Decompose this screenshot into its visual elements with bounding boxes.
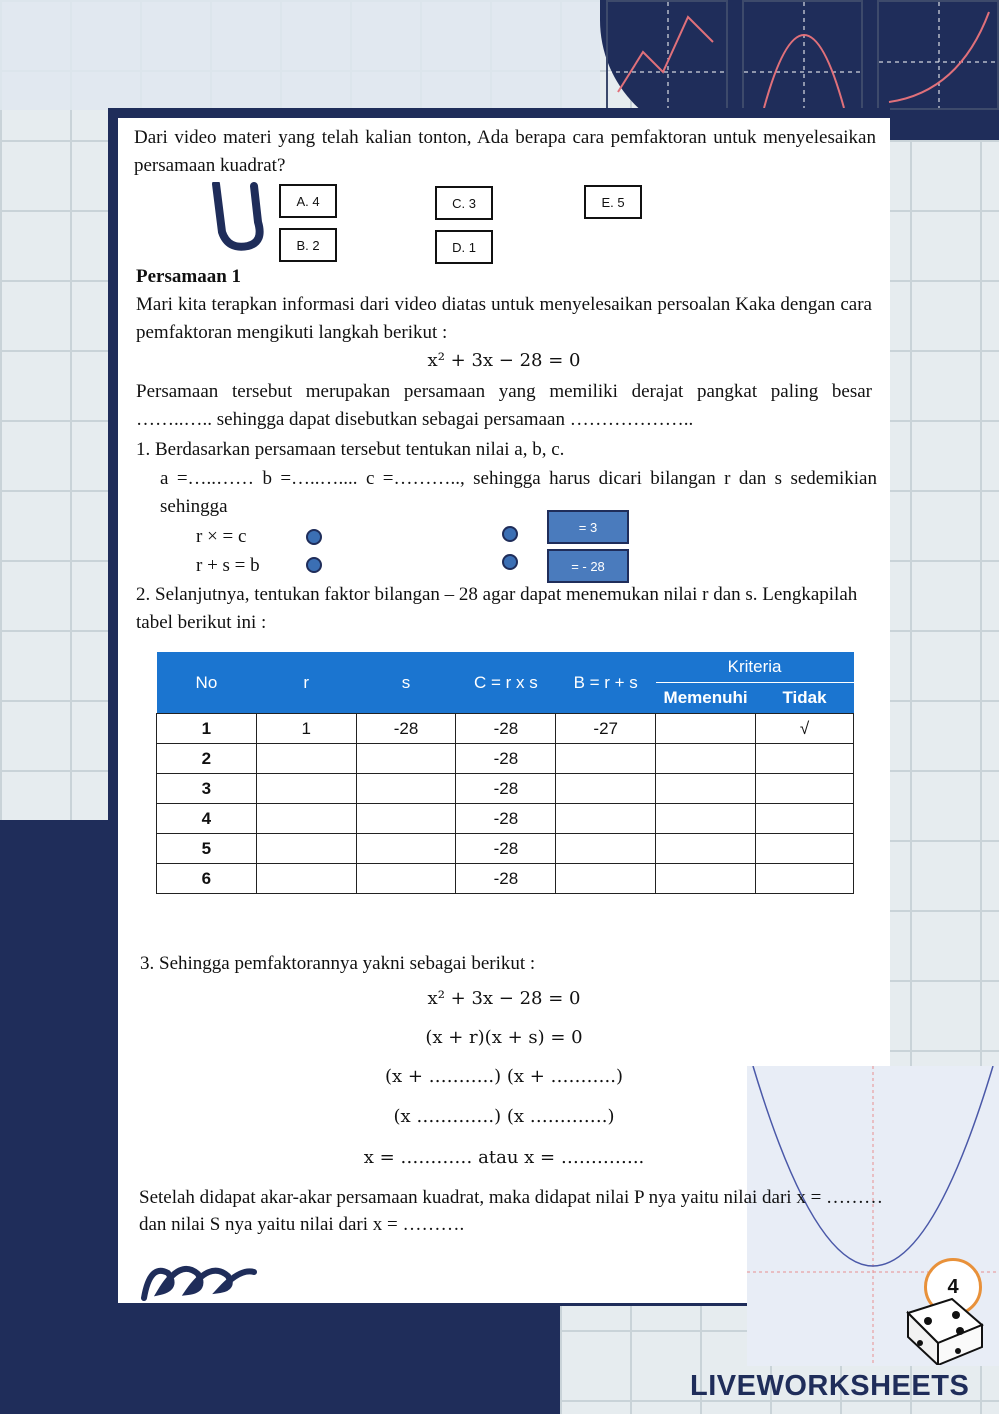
intro-text: Mari kita terapkan informasi dari video diatas untuk menyelesaikan persoalan Kaka dengan cara pemfaktoran mengikuti langkah berikut :: [136, 294, 872, 343]
factor-table: [156, 652, 854, 894]
option-a[interactable]: A. 4: [279, 184, 337, 218]
cell-memenuhi[interactable]: [656, 864, 756, 894]
main-equation: x² + 3x − 28 = 0: [427, 350, 581, 371]
header-b: B = r + s: [556, 652, 656, 714]
parabola-graph-icon: [742, 0, 864, 110]
step3-text: 3. Sehingga pemfaktorannya yakni sebagai berikut :: [140, 953, 536, 974]
cell-no: 6: [157, 864, 257, 894]
cell-memenuhi[interactable]: [656, 744, 756, 774]
header-r: r: [256, 652, 356, 714]
cell-no: 4: [157, 804, 257, 834]
match-left-2: r + s = b: [196, 555, 260, 576]
conclusion-text: Setelah didapat akar-akar persamaan kuadrat, maka didapat nilai P nya yaitu nilai dari x = ……… dan nilai S nya yaitu nilai dari x = ……….: [139, 1187, 884, 1235]
cell-s[interactable]: [356, 774, 456, 804]
table-row: [157, 804, 854, 834]
cell-memenuhi[interactable]: [656, 834, 756, 864]
cell-c: -28: [456, 864, 556, 894]
cell-tidak[interactable]: [756, 804, 854, 834]
option-c[interactable]: C. 3: [435, 186, 493, 220]
match-dot-left-2[interactable]: [306, 557, 322, 573]
cell-b[interactable]: -27: [556, 714, 656, 744]
curve-graph-icon: [877, 0, 999, 110]
table-row: [157, 774, 854, 804]
table-row: [157, 834, 854, 864]
option-d[interactable]: D. 1: [435, 230, 493, 264]
eq-line-1: x² + 3x − 28 = 0: [427, 988, 581, 1009]
cell-memenuhi[interactable]: [656, 804, 756, 834]
step1-title: 1. Berdasarkan persamaan tersebut tentukan nilai a, b, c.: [136, 439, 565, 460]
cell-no: 5: [157, 834, 257, 864]
question-text: Dari video materi yang telah kalian tonton, Ada berapa cara pemfaktoran untuk menyelesaikan persamaan kuadrat?: [134, 127, 876, 176]
cell-s[interactable]: [356, 744, 456, 774]
cell-r[interactable]: [256, 864, 356, 894]
cell-b[interactable]: [556, 864, 656, 894]
zigzag-graph-icon: [606, 0, 728, 110]
step1-values: a =…..…… b =…..….... c =……….., sehingga harus dicari bilangan r dan s sedemikian sehingga: [160, 468, 877, 517]
cell-r[interactable]: [256, 774, 356, 804]
step2-text: 2. Selanjutnya, tentukan faktor bilangan – 28 agar dapat menemukan nilai r dan s. Lengkapilah tabel berikut ini :: [136, 584, 858, 633]
match-answer-2[interactable]: = - 28: [547, 549, 629, 583]
eq-line-2: (x + r)(x + s) = 0: [425, 1027, 583, 1048]
cell-b[interactable]: [556, 804, 656, 834]
cell-s[interactable]: [356, 804, 456, 834]
torn-paper-decoration: [0, 0, 600, 110]
cell-c: -28: [456, 804, 556, 834]
match-dot-left-1[interactable]: [306, 529, 322, 545]
match-left-1: r × = c: [196, 526, 247, 547]
cell-tidak[interactable]: √: [756, 714, 854, 744]
cell-no: 2: [157, 744, 257, 774]
brand-logo: LIVEWORKSHEETS: [690, 1370, 970, 1402]
cell-memenuhi[interactable]: [656, 774, 756, 804]
cell-c: -28: [456, 834, 556, 864]
match-answer-1[interactable]: = 3: [547, 510, 629, 544]
table-row: [157, 714, 854, 744]
graph-thumbnails: [592, 0, 999, 108]
dice-icon: [898, 1285, 999, 1365]
cell-r[interactable]: 1: [256, 714, 356, 744]
cell-tidak[interactable]: [756, 774, 854, 804]
cell-no: 1: [157, 714, 257, 744]
match-dot-right-1[interactable]: [502, 526, 518, 542]
table-row: [157, 864, 854, 894]
cell-tidak[interactable]: [756, 834, 854, 864]
table-row: [157, 744, 854, 774]
eq-line-4[interactable]: (x ………….) (x ………….): [393, 1106, 615, 1127]
cell-tidak[interactable]: [756, 744, 854, 774]
cell-r[interactable]: [256, 834, 356, 864]
section-title: Persamaan 1: [136, 266, 242, 287]
header-no: No: [157, 652, 257, 714]
eq-line-3[interactable]: (x + ………..) (x + ………..): [384, 1066, 624, 1087]
header-tidak: Tidak: [756, 683, 854, 714]
header-memenuhi: Memenuhi: [656, 683, 756, 714]
cell-r[interactable]: [256, 804, 356, 834]
swirl-decoration: [140, 1258, 260, 1308]
cell-memenuhi[interactable]: [656, 714, 756, 744]
cell-b[interactable]: [556, 774, 656, 804]
option-e[interactable]: E. 5: [584, 185, 642, 219]
option-b[interactable]: B. 2: [279, 228, 337, 262]
magnet-icon: [208, 182, 268, 252]
cell-s[interactable]: -28: [356, 714, 456, 744]
cell-s[interactable]: [356, 864, 456, 894]
cell-s[interactable]: [356, 834, 456, 864]
match-dot-right-2[interactable]: [502, 554, 518, 570]
header-c: C = r x s: [456, 652, 556, 714]
cell-tidak[interactable]: [756, 864, 854, 894]
cell-b[interactable]: [556, 834, 656, 864]
cell-c: -28: [456, 744, 556, 774]
degree-text: Persamaan tersebut merupakan persamaan yang memiliki derajat pangkat paling besar ……..….. sehingga dapat disebutkan sebagai persamaan ………………..: [136, 381, 872, 430]
cell-c: -28: [456, 714, 556, 744]
cell-r[interactable]: [256, 744, 356, 774]
page-number: 4: [924, 1258, 982, 1316]
header-s: s: [356, 652, 456, 714]
eq-line-5[interactable]: x = ………… atau x = …………..: [363, 1147, 645, 1168]
cell-c: -28: [456, 774, 556, 804]
cell-no: 3: [157, 774, 257, 804]
header-kriteria: Kriteria: [656, 652, 854, 683]
cell-b[interactable]: [556, 744, 656, 774]
